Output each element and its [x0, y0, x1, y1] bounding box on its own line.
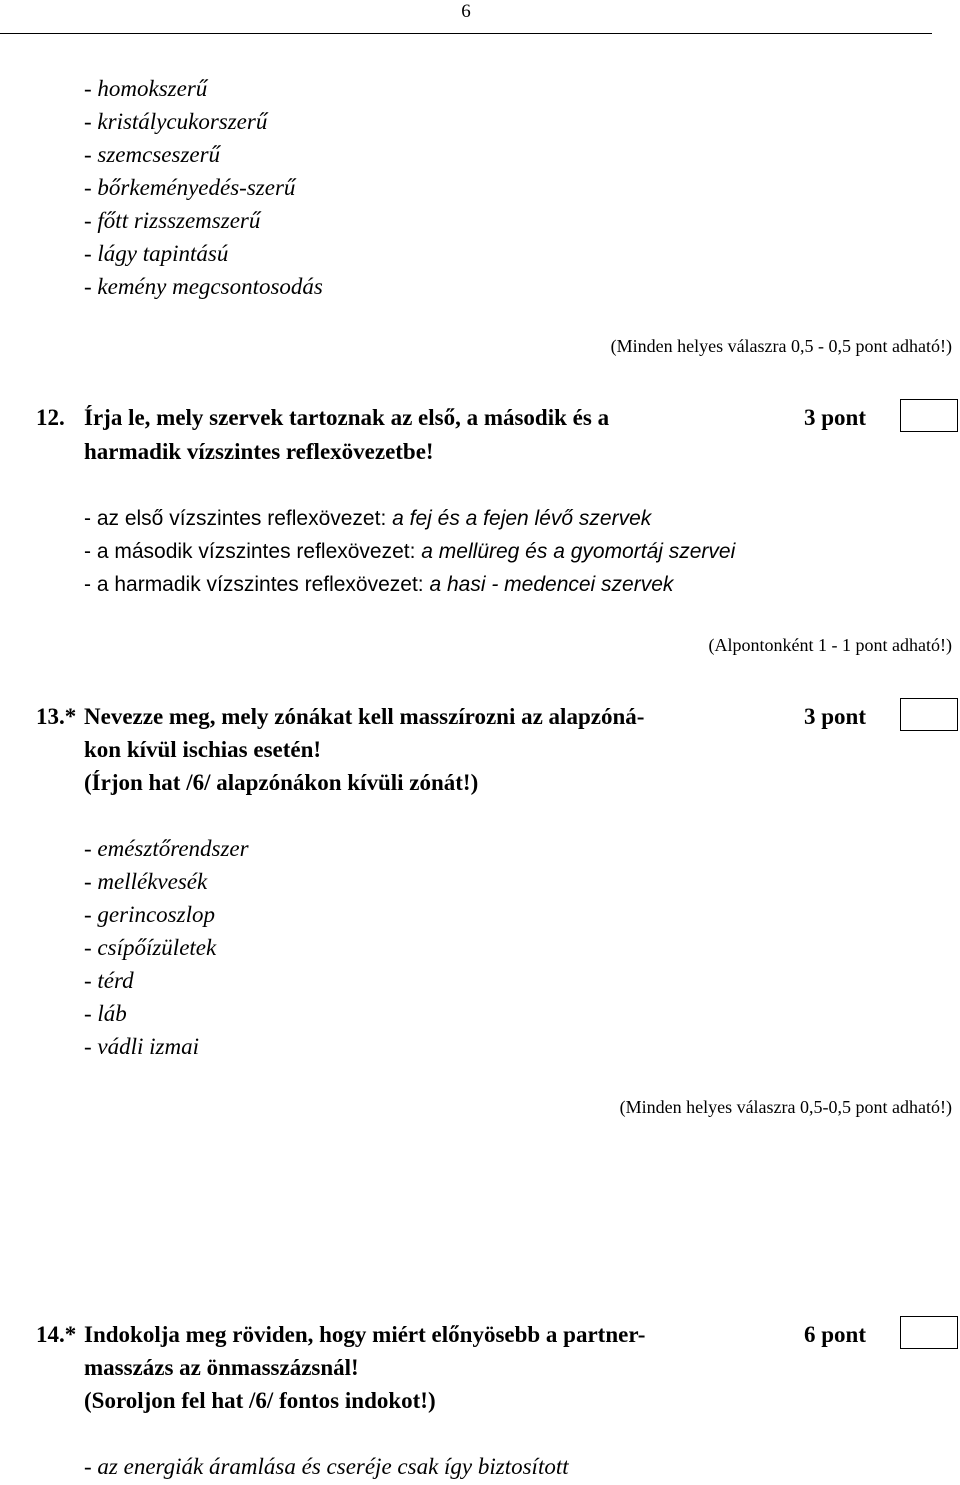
- list-item: - lágy tapintású: [84, 241, 229, 266]
- scoring-note: (Alpontonként 1 - 1 pont adható!): [708, 635, 952, 655]
- question-points: 3 pont: [804, 704, 866, 729]
- list-item: - kemény megcsontosodás: [84, 274, 323, 299]
- question-text: Nevezze meg, mely zónákat kell masszírozni az alapzóná-: [84, 704, 645, 729]
- list-item: - kristálycukorszerű: [84, 109, 268, 134]
- question-number: 13.*: [36, 704, 77, 729]
- answer-line: [84, 568, 673, 601]
- question-text: Írja le, mely szervek tartoznak az első, a második és a: [84, 405, 610, 430]
- list-item: - homokszerű: [84, 76, 208, 101]
- answer-text: a mellüreg és a gyomortáj szervei: [421, 540, 736, 563]
- header-rule: [0, 33, 932, 34]
- question-number: 12.: [36, 405, 65, 430]
- scoring-note: (Minden helyes válaszra 0,5-0,5 pont adható!): [619, 1097, 952, 1117]
- question-text: harmadik vízszintes reflexövezetbe!: [84, 439, 434, 464]
- answer-line: - mellékvesék: [84, 869, 208, 894]
- score-box[interactable]: [900, 698, 958, 731]
- score-box[interactable]: [900, 1316, 958, 1349]
- question-text: (Soroljon fel hat /6/ fontos indokot!): [84, 1388, 436, 1413]
- answer-prefix: - az első vízszintes reflexövezet:: [84, 507, 393, 530]
- answer-line: [84, 502, 651, 535]
- answer-line: [84, 535, 735, 568]
- answer-prefix: - a második vízszintes reflexövezet:: [84, 540, 422, 563]
- question-text: (Írjon hat /6/ alapzónákon kívüli zónát!): [84, 770, 479, 795]
- list-item: - szemcseszerű: [84, 142, 221, 167]
- answer-line: - láb: [84, 1001, 127, 1026]
- question-points: 6 pont: [804, 1322, 866, 1347]
- answer-text: a fej és a fejen lévő szervek: [392, 507, 652, 530]
- answer-prefix: - a harmadik vízszintes reflexövezet:: [84, 573, 430, 596]
- list-item: - főtt rizsszemszerű: [84, 208, 261, 233]
- answer-line: - emésztőrendszer: [84, 836, 249, 861]
- question-number: 14.*: [36, 1322, 77, 1347]
- question-text: masszázs az önmasszázsnál!: [84, 1355, 359, 1380]
- answer-line: - csípőízületek: [84, 935, 217, 960]
- question-text: Indokolja meg röviden, hogy miért előnyösebb a partner-: [84, 1322, 646, 1347]
- scoring-note: (Minden helyes válaszra 0,5 - 0,5 pont adható!): [610, 336, 952, 356]
- answer-line: - térd: [84, 968, 134, 993]
- question-points: 3 pont: [804, 405, 866, 430]
- answer-line: - az energiák áramlása és cseréje csak így biztosított: [84, 1454, 569, 1479]
- score-box[interactable]: [900, 399, 958, 432]
- question-text: kon kívül ischias esetén!: [84, 737, 322, 762]
- answer-line: - vádli izmai: [84, 1034, 199, 1059]
- answer-line: - gerincoszlop: [84, 902, 215, 927]
- page-number: 6: [461, 1, 471, 22]
- list-item: - bőrkeményedés-szerű: [84, 175, 296, 200]
- answer-text: a hasi - medencei szervek: [429, 573, 674, 596]
